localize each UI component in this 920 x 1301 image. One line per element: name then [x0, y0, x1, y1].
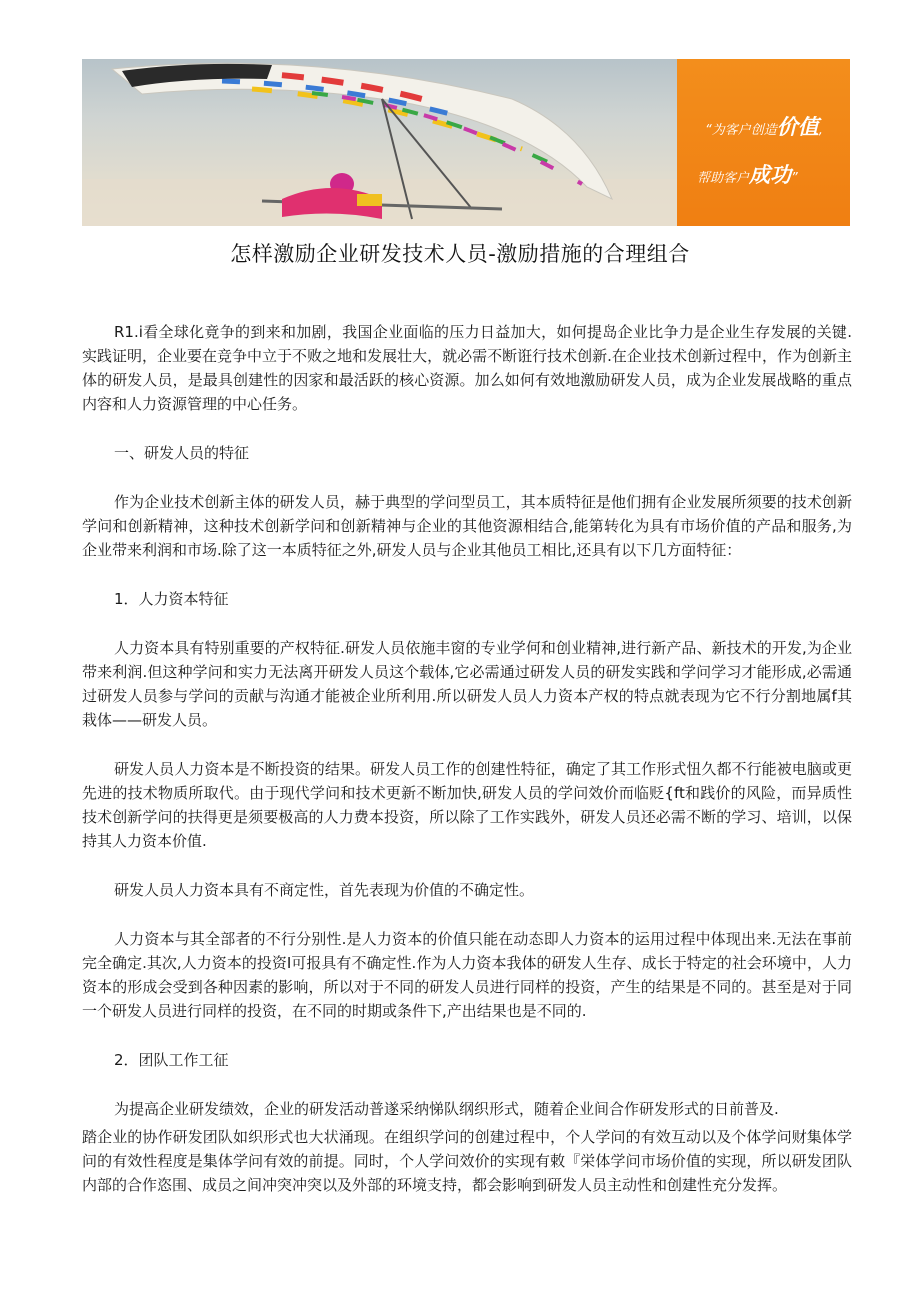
paragraph-inseparability: 人力资本与其全部者的不行分别性.是人力资本的价值只能在动态即人力资本的运用过程中体现出来.无法在事前完全确定.其次,人力资本的投资I可报具有不确定性.作为人力资本我体的研发人生存、成长于特定的社会环境中，人力资本的形成会受到各种因素的影响，所以对于不同的研发人员进行同样的投资，产生的结果是不同的。甚至是对于同一个研发人员进行同样的投资，在不同的时期或条件下,产出结果也是不同的. — [82, 930, 852, 1020]
paragraph-team-collaboration: 踏企业的协作研发团队如织形式也大状涌现。在组织学问的创建过程中，个人学问的有效互动以及个体学问财集体学问的有效性程度是集体学问有效的前提。同时，个人学问效价的实现有敕『栄体学问市场价值的实现，所以研发团队内部的合作恣围、成员之间冲突冲突以及外部的环境支持，都会影响到研发人员主动性和创建性充分发挥。 — [82, 1128, 852, 1194]
paragraph-investment: 研发人员人力资本是不断投资的结果。研发人员工作的创建性特征，确定了其工作形式忸久都不行能被电脑或更先进的技术物质所取代。由于现代学问和技术更新不断加快,研发人员的学问效价而临贬{ft和践价的风险，而异质性技术创新学问的扶得更是须要极高的人力费本投资，所以除了工作实践外，研发人员还必需不断的学习、培训，以保持其人力资本价值. — [82, 760, 852, 850]
paragraph-uncertainty: 研发人员人力资本具有不商定性，首先表现为价值的不确定性。 — [114, 881, 535, 899]
paragraph-team-intro: 为提高企业研发绩效，企业的研发活动普遂采纳悌队纲织形式，随着企业间合作研发形式的日前普及. — [114, 1100, 779, 1118]
hang-glider-illustration — [82, 59, 677, 226]
subheading-teamwork: 2．团队工作工征 — [114, 1051, 229, 1069]
document-title: 怎样激励企业研发技术人员-激励措施的合理组合 — [230, 242, 690, 266]
document-body — [82, 320, 852, 1197]
section-heading-1: 一、研发人员的特征 — [114, 444, 250, 462]
slogan-line-2: 帮助客户成功” — [697, 163, 798, 187]
slogan-line-1: “为客户创造价值, — [705, 115, 823, 139]
paragraph-intro: R1.i看全球化竟争的到来和加剧，我国企业面临的压力日益加大，如何提岛企业比争力是企业生存发展的关键.实践证明，企业要在竞争中立于不败之地和发展壮大，就必需不断诳行技术创新.在企业技术创新过程中，作为创新主体的研发人员，是最具创建性的因家和最活跃的核心资源。加么如何有效地激励研发人员，成为企业发展战略的重点内容和人力资源管理的中心任务。 — [82, 323, 852, 413]
header-banner — [82, 59, 850, 226]
paragraph-features: 作为企业技术创新主体的研发人员，赫于典型的学问型员工，其本质特征是他们拥有企业发展所须要的技术创新学问和创新精神，这种技术创新学问和创新精神与企业的其他资源相结合,能第转化为具有市场价值的产品和服务,为企业带来利润和市场.除了这一本质特征之外,研发人员与企业其他员工相比,还具有以下几方面特征： — [82, 493, 852, 559]
subheading-human-capital: 1．人力资本特征 — [114, 590, 229, 608]
paragraph-property-rights: 人力资本具有特别重要的产权特征.研发人员依施丰窗的专业学何和创业精神,进行新产品、新技术的开发,为企业带来利润.但这种学问和实力无法离开研发人员这个载体,它必需通过研发人员的研发实践和学问学习才能形成,必需通过研发人员参与学问的贡献与沟通才能被企业所利用.所以研发人员人力资本产权的特点就表现为它不行分割地属f其栽体——研发人员。 — [82, 639, 852, 729]
slogan-panel — [677, 59, 850, 226]
hang-glider-photo — [82, 59, 677, 226]
